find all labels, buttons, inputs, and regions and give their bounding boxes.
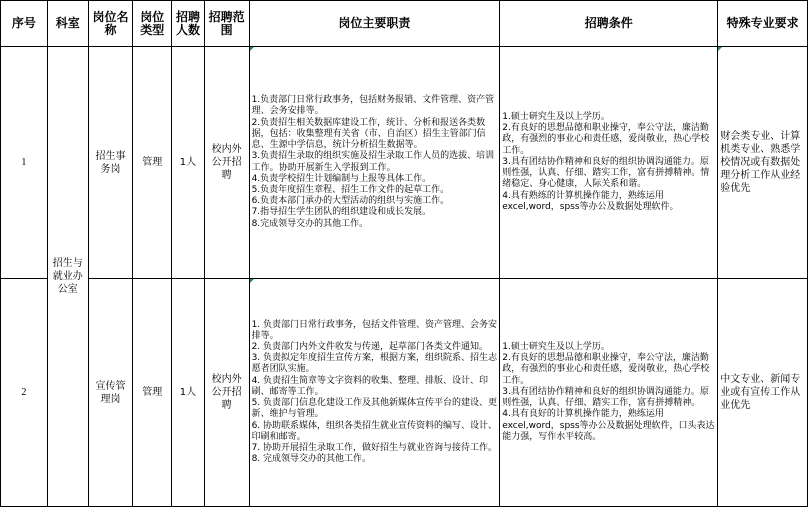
table-row bbox=[1, 47, 808, 279]
duty-item: 8. 完成领导交办的其他工作。 bbox=[251, 454, 372, 465]
row-conditions bbox=[500, 279, 718, 507]
department-cell: 招生与就业办公室 bbox=[47, 47, 88, 507]
row-post-name: 招生事务岗 bbox=[88, 47, 133, 279]
duty-item: 3. 负责拟定年度招生宣传方案，根据方案，组织院系、招生志愿者团队实施。 bbox=[251, 353, 498, 375]
row-special: 中文专业、新闻专业或有宣传工作从业优先 bbox=[718, 279, 808, 507]
duty-item: 4.负责学校招生计划编制与上报等具体工作。 bbox=[251, 173, 432, 184]
condition-item: 3.具有团结协作精神和良好的组织协调沟通能力。原则性强，认真、仔细、踏实工作，富有拼搏精神。 bbox=[502, 386, 709, 409]
row-scope: 校内外公开招聘 bbox=[204, 47, 249, 279]
row-seq: 1 bbox=[1, 47, 48, 279]
duty-item: 4. 负责招生简章等文字资料的收集、整理、排版、设计、印刷、邮寄等工作。 bbox=[251, 375, 489, 397]
duty-item: 5.负责年度招生章程、招生工作文件的起草工作。 bbox=[251, 184, 450, 195]
duty-item: 7.指导招生学生团队的组织建设和成长发展。 bbox=[251, 207, 432, 218]
condition-item: 3.具有团结协作精神和良好的组织协调沟通能力。原则性强，认真、仔细、踏实工作，富有拼搏精神。情绪稳定、身心健康，人际关系和谐。 bbox=[502, 156, 710, 190]
row-duties bbox=[249, 279, 500, 507]
condition-item: 2.有良好的思想品德和职业操守，奉公守法，廉洁勤政，有强烈的事业心和责任感，爱岗敬业，热心学校工作。 bbox=[502, 353, 710, 386]
header-row bbox=[1, 1, 808, 47]
header-dept: 科室 bbox=[47, 1, 88, 47]
header-post-type: 岗位类型 bbox=[133, 1, 172, 47]
header-conditions: 招聘条件 bbox=[500, 1, 718, 47]
condition-item: 1.硕士研究生及以上学历。 bbox=[502, 342, 610, 353]
header-count: 招聘人数 bbox=[172, 1, 205, 47]
header-post-name: 岗位名称 bbox=[88, 1, 133, 47]
row-post-type: 管理 bbox=[133, 47, 172, 279]
header-scope: 招聘范围 bbox=[204, 1, 249, 47]
row-special: 财会类专业、计算机类专业、熟悉学校情况或有数据处理分析工作从业经验优先 bbox=[718, 47, 808, 279]
duty-item: 6. 协助联系媒体，组织各类招生就业宣传资料的编写、设计、印刷和邮寄。 bbox=[251, 420, 498, 442]
row-count: 1人 bbox=[172, 47, 205, 279]
row-seq: 2 bbox=[1, 279, 48, 507]
condition-item: 1.硕士研究生及以上学历。 bbox=[502, 112, 610, 123]
row-post-name: 宣传管理岗 bbox=[88, 279, 133, 507]
condition-item: 2.有良好的思想品德和职业操守，奉公守法，廉洁勤政，有强烈的事业心和责任感，爱岗敬业，热心学校工作。 bbox=[502, 123, 710, 156]
row-scope: 校内外公开招聘 bbox=[204, 279, 249, 507]
duty-item: 2.负责招生相关数据库建设工作，统计、分析和报送各类数据，包括：收集整理有关省（市、自治区）招生主管部门信息、生源中学信息，统计分析招生数据等。 bbox=[251, 117, 486, 151]
duty-item: 2. 负责部门内外文件收发与传递，起草部门各类文件通知。 bbox=[251, 342, 489, 353]
table-row bbox=[1, 279, 808, 507]
header-seq: 序号 bbox=[1, 1, 48, 47]
duty-item: 1.负责部门日常行政事务，包括财务报销、文件管理、资产管理、会务安排等。 bbox=[251, 95, 495, 117]
duty-item: 1. 负责部门日常行政事务，包括文件管理、资产管理、会务安排等。 bbox=[251, 319, 498, 341]
row-count: 1人 bbox=[172, 279, 205, 507]
duty-item: 8.完成领导交办的其他工作。 bbox=[251, 218, 369, 229]
duty-item: 6.负责本部门承办的大型活动的组织与实施工作。 bbox=[251, 196, 450, 207]
duty-item: 3.负责招生录取的组织实施及招生录取工作人员的选拔、培训工作。协助开展新生入学报到工作。 bbox=[251, 151, 495, 173]
header-special: 特殊专业要求 bbox=[718, 1, 808, 47]
condition-item: 4.具有熟练的计算机操作能力，熟练运用excel,word，spss等办公及数据处理软件。 bbox=[502, 190, 679, 212]
row-duties bbox=[249, 47, 500, 279]
row-post-type: 管理 bbox=[133, 279, 172, 507]
duty-item: 7. 协助开展招生录取工作，做好招生与就业咨询与接待工作。 bbox=[251, 442, 498, 453]
row-conditions bbox=[500, 47, 718, 279]
duty-item: 5. 负责部门信息化建设工作及其他新媒体宣传平台的建设、更新、维护与管理。 bbox=[251, 398, 498, 420]
header-duties: 岗位主要职责 bbox=[249, 1, 500, 47]
condition-item: 4.具有良好的计算机操作能力，熟练运用excel,word，spss等办公及数据处理软件，口头表达能力强，写作水平较高。 bbox=[502, 409, 715, 442]
